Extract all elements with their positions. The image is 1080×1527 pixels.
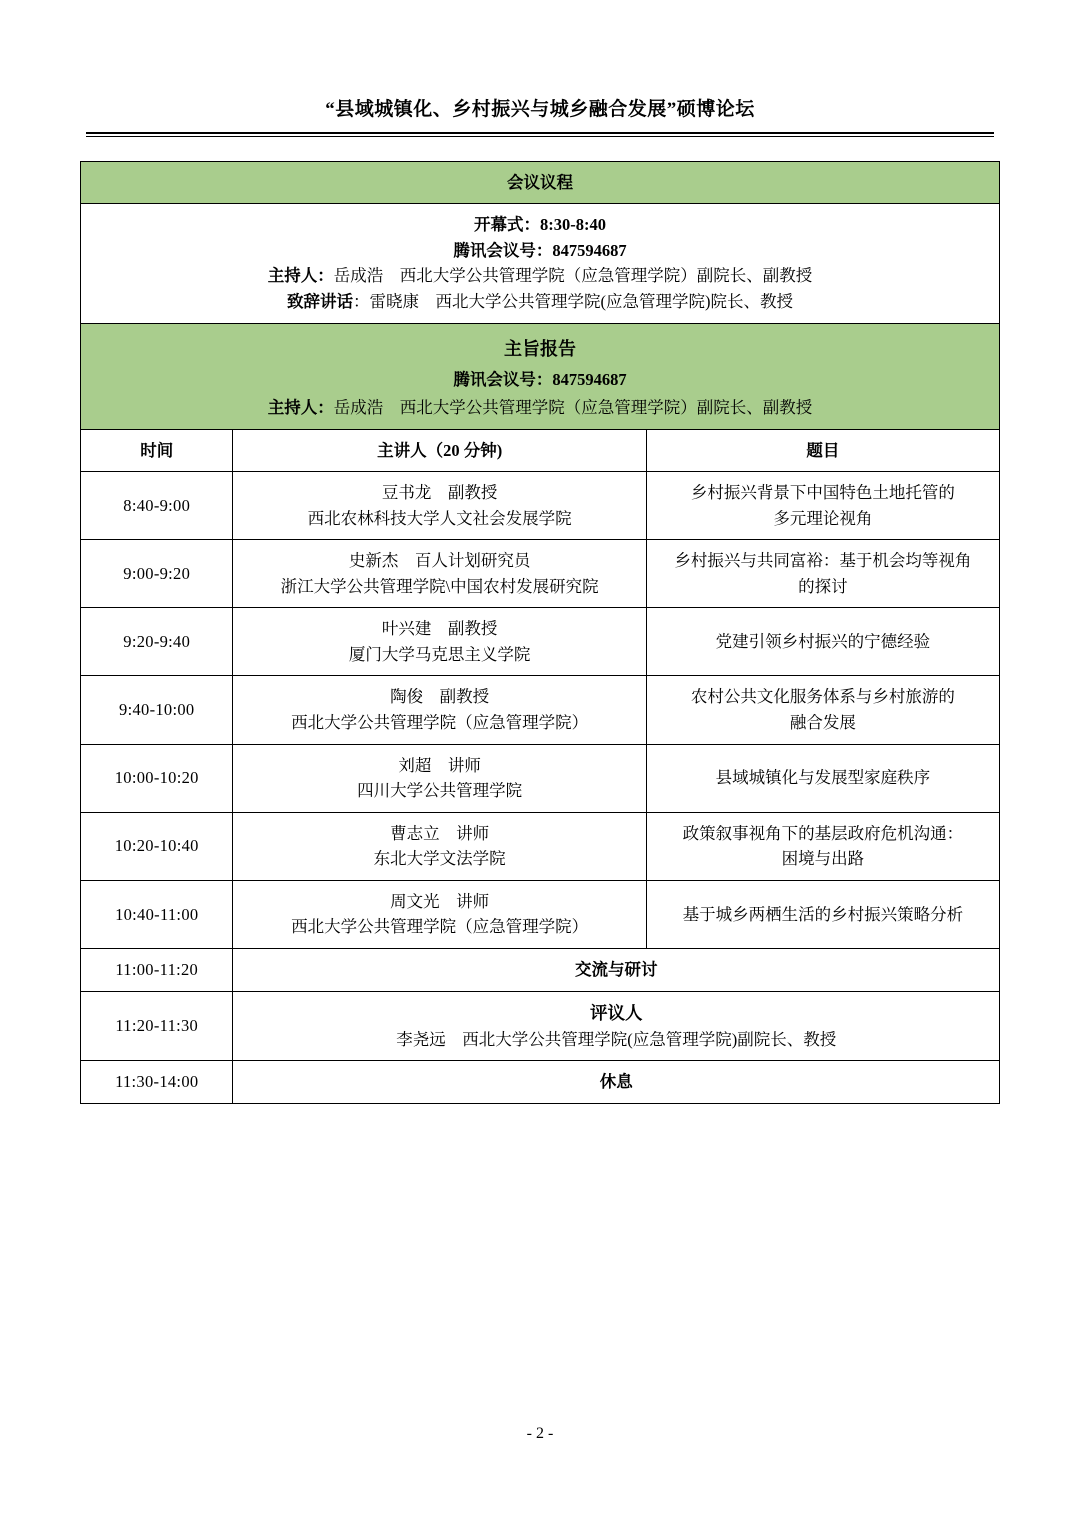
agenda-table [80,161,1000,1104]
header-divider [86,132,994,137]
keynote-host-line [87,393,993,421]
table-row [81,540,1000,608]
header-divider-bottom-line [86,136,994,137]
speaker-name: 叶兴建 副教授 [381,619,498,639]
row-topic [646,608,999,676]
rest-label: 休息 [233,1061,1000,1104]
topic-line-2: 多元理论视角 [773,508,873,528]
opening-speech-line [87,289,993,315]
topic-line-1: 基于城乡两栖生活的乡村振兴策略分析 [682,904,964,924]
topic-line-1: 党建引领乡村振兴的宁德经验 [715,632,931,652]
topic-line-1: 乡村振兴背景下中国特色土地托管的 [690,483,955,503]
topic-line-1: 乡村振兴与共同富裕：基于机会均等视角 [674,551,972,571]
section-title-agenda: 会议议程 [81,161,1000,204]
rest-time: 11:30-14:00 [81,1061,233,1104]
opening-meeting-id-value: ：847594687 [535,240,627,260]
speaker-affiliation: 西北农林科技大学人文社会发展学院 [307,508,572,528]
speaker-name: 周文光 讲师 [390,891,490,911]
speaker-affiliation: 浙江大学公共管理学院\中国农村发展研究院 [280,576,599,596]
row-time: 8:40-9:00 [81,472,233,540]
opening-speech-label: 致辞讲话 [287,291,353,311]
row-time: 9:00-9:20 [81,540,233,608]
table-row [81,744,1000,812]
row-topic [646,540,999,608]
row-time: 10:20-10:40 [81,812,233,880]
row-speaker [233,472,646,540]
reviewer-title: 评议人 [589,1002,643,1023]
page-number: - 2 - [526,1425,554,1442]
table-row [81,323,1000,429]
keynote-meeting-id-value: ：847594687 [535,370,627,390]
column-header-time: 时间 [81,429,233,472]
table-row [81,991,1000,1061]
speaker-affiliation: 四川大学公共管理学院 [357,781,523,801]
topic-line-1: 县域城镇化与发展型家庭秩序 [715,768,931,788]
row-time: 10:00-10:20 [81,744,233,812]
speaker-name: 陶俊 副教授 [390,687,490,707]
table-row [81,812,1000,880]
row-speaker [233,676,646,744]
table-row [81,676,1000,744]
topic-line-2: 融合发展 [789,713,856,733]
discussion-time: 11:00-11:20 [81,948,233,991]
keynote-host-value: 岳成浩 西北大学公共管理学院（应急管理学院）副院长、副教授 [333,397,813,417]
keynote-meeting-id-label: 腾讯会议号 [453,370,536,390]
agenda-table-container [80,161,1000,1104]
section-title-keynote: 主旨报告 [504,338,576,359]
table-row [81,608,1000,676]
row-topic [646,812,999,880]
row-speaker [233,744,646,812]
reviewer-cell [233,991,1000,1061]
topic-line-2: 困境与出路 [781,849,865,869]
speaker-affiliation: 东北大学文法学院 [373,849,506,869]
opening-speech-value: ：雷晓康 西北大学公共管理学院(应急管理学院)院长、教授 [353,291,793,311]
table-row [81,880,1000,948]
row-time: 10:40-11:00 [81,880,233,948]
table-row [81,161,1000,204]
row-topic [646,472,999,540]
page-title: “县域城镇化、乡村振兴与城乡融合发展”硕博论坛 [325,99,755,120]
keynote-meeting-id-line [87,365,993,393]
opening-meeting-id-line [87,238,993,264]
row-speaker [233,880,646,948]
table-row [81,472,1000,540]
table-row [81,204,1000,323]
opening-meeting-id-label: 腾讯会议号 [453,240,536,260]
row-speaker [233,812,646,880]
opening-time-label: 开幕式 [474,215,524,235]
topic-line-1: 农村公共文化服务体系与乡村旅游的 [690,687,955,707]
table-header-row [81,429,1000,472]
discussion-label: 交流与研讨 [233,948,1000,991]
speaker-name: 曹志立 讲师 [390,823,490,843]
header-divider-top-line [86,132,994,134]
topic-line-2: 的探讨 [798,576,848,596]
reviewer-time: 11:20-11:30 [81,991,233,1061]
column-header-topic: 题目 [646,429,999,472]
document-header [86,0,994,123]
column-header-speaker: 主讲人（20 分钟) [233,429,646,472]
speaker-name: 豆书龙 副教授 [381,483,498,503]
opening-host-value: 岳成浩 西北大学公共管理学院（应急管理学院）副院长、副教授 [333,266,813,286]
row-speaker [233,540,646,608]
table-row [81,1061,1000,1104]
row-speaker [233,608,646,676]
speaker-affiliation: 西北大学公共管理学院（应急管理学院） [291,917,589,937]
speaker-affiliation: 西北大学公共管理学院（应急管理学院） [291,713,589,733]
opening-time-line [87,212,993,238]
opening-time-value: ：8:30-8:40 [523,215,606,235]
opening-host-label: 主持人： [267,266,334,286]
keynote-host-label: 主持人： [267,397,334,417]
topic-line-1: 政策叙事视角下的基层政府危机沟通： [682,823,964,843]
row-topic [646,880,999,948]
table-row [81,948,1000,991]
row-topic [646,744,999,812]
section-title-keynote-cell [81,323,1000,429]
opening-host-line [87,263,993,289]
speaker-affiliation: 厦门大学马克思主义学院 [348,644,531,664]
row-time: 9:20-9:40 [81,608,233,676]
row-time: 9:40-10:00 [81,676,233,744]
opening-info-cell [81,204,1000,323]
speaker-name: 刘超 讲师 [398,755,481,775]
reviewer-person: 李尧远 西北大学公共管理学院(应急管理学院)副院长、教授 [396,1029,837,1049]
row-topic [646,676,999,744]
speaker-name: 史新杰 百人计划研究员 [348,551,531,571]
